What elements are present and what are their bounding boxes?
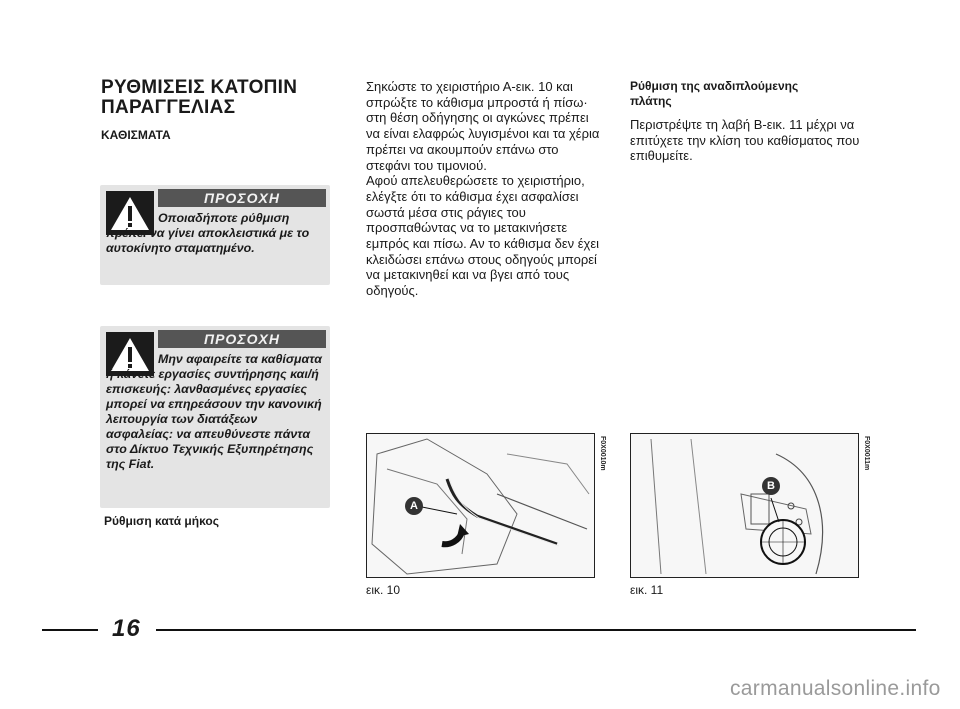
figure-10-caption: εικ. 10 [366,583,401,597]
figure-10-illustration [366,433,595,578]
backrest-adjust-text: Περιστρέψτε τη λαβή Β-εικ. 11 μέχρι να επιτύχετε την κλίση του καθίσματος που επιθυμείτε. [630,117,860,164]
warning-box-2 [100,326,330,508]
figure-callout-b: B [762,477,780,495]
length-adjust-heading: Ρύθμιση κατά μήκος [104,514,219,528]
warning-text: Μην αφαιρείτε τα καθίσματα ή κάνετε εργασίες συντήρησης και/ή επισκευής: λανθασμένες εργασίες μπορεί να επηρεάσουν την κανονική λειτουργία των διατάξεων ασφαλείας: να απευθύνεστε πάντα στο Δίκτυο Τεχνικής Εξυπηρέτησης της Fiat. [106,352,322,471]
figure-10-code: F0X0010m [599,436,606,471]
warning-box-1 [100,185,330,285]
page-number: 16 [112,615,141,642]
warning-heading: ΠΡΟΣΟΧΗ [158,189,326,207]
warning-text: Οποιαδήποτε ρύθμιση πρέπει να γίνει αποκλειστικά με το αυτοκίνητο σταματημένο. [106,211,310,255]
section-subtitle: ΚΑΘΙΣΜΑΤΑ [101,128,171,142]
footer-rule-right [156,629,916,631]
figure-11-code: F0X0011m [863,436,870,471]
length-adjust-text: Σηκώστε το χειριστήριο Α-εικ. 10 και σπρώξτε το κάθισμα μπροστά ή πίσω· στη θέση οδήγησης οι αγκώνες πρέπει να είναι ελαφρώς λυγισμένοι και τα χέρια πρέπει να ακουμπούν επάνω στο στεφάνι του τιμονιού. Αφού απελευθερώσετε το χειριστήριο, ελέγξτε ότι το κάθισμα έχει ασφαλίσει σωστά μέσα στις ράγιες του προσπαθώντας να το μετακινήσετε εμπρός και πίσω. Αν το κάθισμα δεν έχει κλειδώσει επάνω στους οδηγούς μπορεί να μετακινηθεί και να βγει από τους οδηγούς. [366,79,600,299]
backrest-knob-drawing [631,434,858,577]
backrest-adjust-heading: Ρύθμιση της αναδιπλούμενης πλάτης [630,79,799,108]
watermark: carmanualsonline.info [730,677,941,700]
footer-rule-left [42,629,98,631]
figure-callout-a: A [405,497,423,515]
figure-11-caption: εικ. 11 [630,583,664,597]
warning-heading: ΠΡΟΣΟΧΗ [158,330,326,348]
seat-lever-drawing [367,434,594,577]
figure-11-illustration [630,433,859,578]
section-title: ΡΥΘΜΙΣΕΙΣ ΚΑΤΟΠΙΝ ΠΑΡΑΓΓΕΛΙΑΣ [101,77,298,118]
